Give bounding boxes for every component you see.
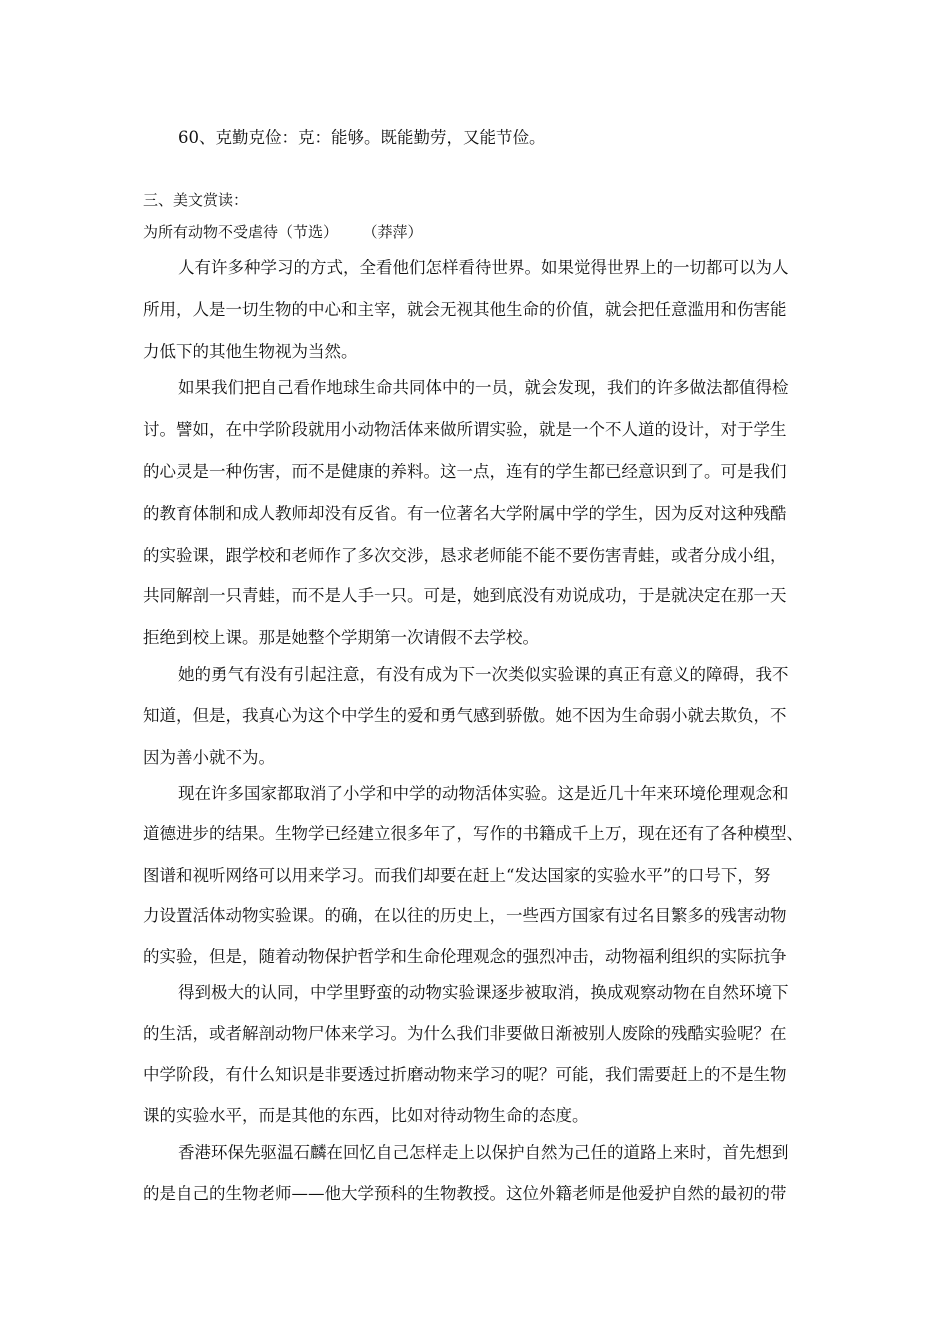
paragraph-line: 香港环保先驱温石麟在回忆自己怎样走上以保护自然为己任的道路上来时，首先想到 — [178, 1143, 789, 1162]
paragraph-line: 共同解剖一只青蛙，而不是人手一只。可是，她到底没有劝说成功，于是就决定在那一天 — [143, 586, 787, 605]
paragraph-line: 道德进步的结果。生物学已经建立很多年了，写作的书籍成千上万，现在还有了各种模型、 — [143, 824, 803, 843]
paragraph-line: 力设置活体动物实验课。的确，在以往的历史上，一些西方国家有过名目繁多的残害动物 — [143, 906, 787, 925]
paragraph-line: 人有许多种学习的方式，全看他们怎样看待世界。如果觉得世界上的一切都可以为人 — [178, 258, 789, 277]
paragraph-line: 的实验课，跟学校和老师作了多次交涉，恳求老师能不能不要伤害青蛙，或者分成小组， — [143, 546, 787, 565]
paragraph-line: 的实验，但是，随着动物保护哲学和生命伦理观念的强烈冲击，动物福利组织的实际抗争 — [143, 947, 787, 966]
paragraph-line: 力低下的其他生物视为当然。 — [143, 342, 358, 361]
paragraph-line: 知道，但是，我真心为这个中学生的爱和勇气感到骄傲。她不因为生命弱小就去欺负，不 — [143, 706, 787, 725]
paragraph-line: 图谱和视听网络可以用来学习。而我们却要在赶上“发达国家的实验水平”的口号下，努 — [143, 866, 771, 885]
article-title-line — [143, 221, 423, 243]
paragraph-line: 拒绝到校上课。那是她整个学期第一次请假不去学校。 — [143, 628, 539, 647]
paragraph-line: 现在许多国家都取消了小学和中学的动物活体实验。这是近几十年来环境伦理观念和 — [178, 784, 789, 803]
paragraph-line: 得到极大的认同，中学里野蛮的动物实验课逐步被取消，换成观察动物在自然环境下 — [178, 983, 789, 1002]
vocab-item-60: 60、克勤克俭：克：能够。既能勤劳，又能节俭。 — [178, 128, 546, 147]
paragraph-line: 所用，人是一切生物的中心和主宰，就会无视其他生命的价值，就会把任意滥用和伤害能 — [143, 300, 787, 319]
paragraph-line: 中学阶段，有什么知识是非要透过折磨动物来学习的呢？可能，我们需要赶上的不是生物 — [143, 1065, 787, 1084]
paragraph-line: 如果我们把自己看作地球生命共同体中的一员，就会发现，我们的许多做法都值得检 — [178, 378, 789, 397]
paragraph-line: 的是自己的生物老师——他大学预科的生物教授。这位外籍老师是他爱护自然的最初的带 — [143, 1184, 787, 1203]
article-title: 为所有动物不受虐待（节选） — [143, 223, 339, 241]
paragraph-line: 因为善小就不为。 — [143, 748, 275, 767]
section-heading: 三、美文赏读： — [143, 191, 249, 209]
article-author: （莽萍） — [370, 223, 423, 241]
paragraph-line: 课的实验水平，而是其他的东西，比如对待动物生命的态度。 — [143, 1106, 589, 1125]
paragraph-line: 的生活，或者解剖动物尸体来学习。为什么我们非要做日渐被别人废除的残酷实验呢？在 — [143, 1024, 787, 1043]
paragraph-line: 的心灵是一种伤害，而不是健康的养料。这一点，连有的学生都已经意识到了。可是我们 — [143, 462, 787, 481]
paragraph-line: 她的勇气有没有引起注意，有没有成为下一次类似实验课的真正有意义的障碍，我不 — [178, 665, 789, 684]
paragraph-line: 讨。譬如，在中学阶段就用小动物活体来做所谓实验，就是一个不人道的设计，对于学生 — [143, 420, 787, 439]
paragraph-line: 的教育体制和成人教师却没有反省。有一位著名大学附属中学的学生，因为反对这种残酷 — [143, 504, 787, 523]
